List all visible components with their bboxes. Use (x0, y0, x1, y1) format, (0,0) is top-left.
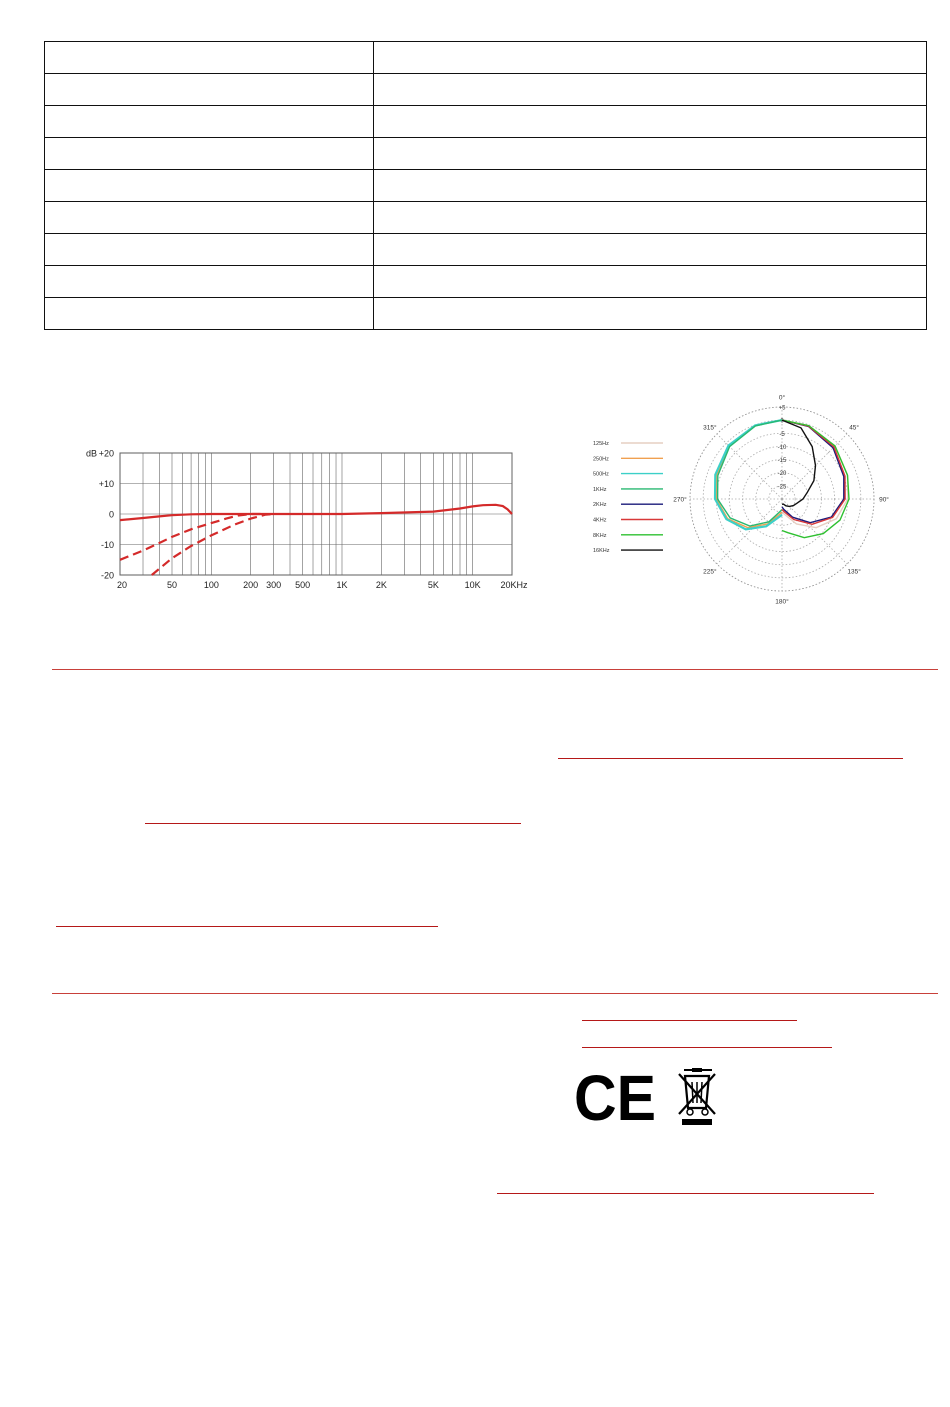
section-divider-bottom (52, 993, 938, 994)
spec-row (45, 202, 927, 234)
link-underline-3[interactable] (56, 926, 438, 927)
polar-legend-label: 4KHz (593, 517, 607, 524)
weee-crossed-bin-icon (676, 1068, 718, 1128)
polar-curve-4khz (782, 420, 845, 524)
spec-label (45, 298, 374, 330)
spec-value (374, 74, 927, 106)
polar-radial-label: +5 (778, 405, 786, 412)
fr-y-tick-label: -20 (100, 570, 114, 581)
polar-angle-label: 315° (703, 424, 717, 432)
polar-legend-label: 1KHz (593, 486, 607, 493)
polar-radial-label: -5 (779, 431, 785, 438)
fr-x-tick-label: 2K (375, 580, 387, 590)
spec-row (45, 170, 927, 202)
spec-row (45, 234, 927, 266)
fr-y-tick-label: +20 (98, 448, 114, 459)
spec-label (45, 202, 374, 234)
spec-label (45, 170, 374, 202)
polar-legend-label: 500Hz (593, 471, 609, 478)
polar-legend-label: 250Hz (593, 456, 609, 463)
polar-spoke (717, 434, 782, 499)
link-underline-5[interactable] (582, 1047, 832, 1048)
polar-angle-label: 45° (849, 424, 860, 432)
spec-label (45, 138, 374, 170)
polar-pattern-chart (585, 388, 905, 608)
fr-x-tick-label: 300 (266, 580, 282, 590)
spec-value (374, 298, 927, 330)
spec-label (45, 266, 374, 298)
fr-x-tick-label: 100 (203, 580, 219, 590)
spec-row (45, 266, 927, 298)
fr-x-tick-label: 10K (464, 580, 481, 590)
polar-spoke (782, 434, 847, 499)
fr-series-line-1 (120, 505, 512, 520)
polar-angle-label: 180° (775, 598, 789, 606)
fr-x-tick-label: 20 (117, 580, 128, 590)
ce-mark-logo (574, 1068, 660, 1126)
spec-value (374, 202, 927, 234)
polar-legend-label: 125Hz (593, 441, 609, 447)
spec-value (374, 266, 927, 298)
fr-x-tick-label: 5K (427, 580, 439, 590)
fr-x-tick-label: 200 (243, 580, 259, 590)
spec-label (45, 234, 374, 266)
polar-radial-label: 0 (780, 418, 784, 425)
spec-value (374, 138, 927, 170)
spec-value (374, 106, 927, 138)
link-underline-6[interactable] (497, 1193, 874, 1194)
polar-radial-label: -25 (777, 484, 787, 491)
polar-legend-label: 16KHz (593, 548, 610, 555)
fr-x-tick-label: 500 (295, 580, 311, 590)
spec-label (45, 106, 374, 138)
fr-y-tick-label: 0 (108, 509, 114, 520)
polar-angle-label: 135° (847, 568, 861, 576)
polar-angle-label: 90° (879, 496, 889, 504)
polar-radial-label: -10 (777, 444, 787, 451)
spec-value (374, 234, 927, 266)
polar-angle-label: 0° (778, 394, 786, 402)
spec-row (45, 74, 927, 106)
spec-row (45, 106, 927, 138)
spec-value (374, 42, 927, 74)
polar-angle-label: 225° (703, 568, 717, 576)
polar-legend-label: 8KHz (593, 532, 607, 539)
spec-value (374, 170, 927, 202)
polar-spoke (717, 499, 782, 564)
polar-curve-2khz (782, 420, 844, 523)
spec-row (45, 298, 927, 330)
polar-curve-1khz (718, 420, 782, 526)
link-underline-4[interactable] (582, 1020, 797, 1021)
fr-x-tick-label: 1K (336, 580, 348, 590)
spec-row (45, 42, 927, 74)
spec-label (45, 74, 374, 106)
section-divider-top (52, 669, 938, 670)
fr-x-tick-label: 50 (166, 580, 178, 590)
fr-y-axis-label: dB (86, 448, 98, 459)
frequency-response-chart (80, 440, 540, 600)
specifications-table (44, 41, 927, 330)
link-underline-2[interactable] (145, 823, 521, 824)
spec-label (45, 42, 374, 74)
spec-row (45, 138, 927, 170)
polar-radial-label: -20 (777, 471, 787, 478)
fr-y-tick-label: -10 (100, 540, 114, 550)
ce-mark-text: CE (574, 1068, 656, 1126)
link-underline-1[interactable] (558, 758, 903, 759)
polar-legend-label: 2KHz (593, 502, 607, 509)
fr-y-tick-label: +10 (98, 479, 114, 489)
polar-angle-label: 270° (673, 496, 687, 504)
polar-radial-label: -15 (777, 458, 787, 465)
fr-x-tick-label: 20KHz (500, 580, 528, 590)
